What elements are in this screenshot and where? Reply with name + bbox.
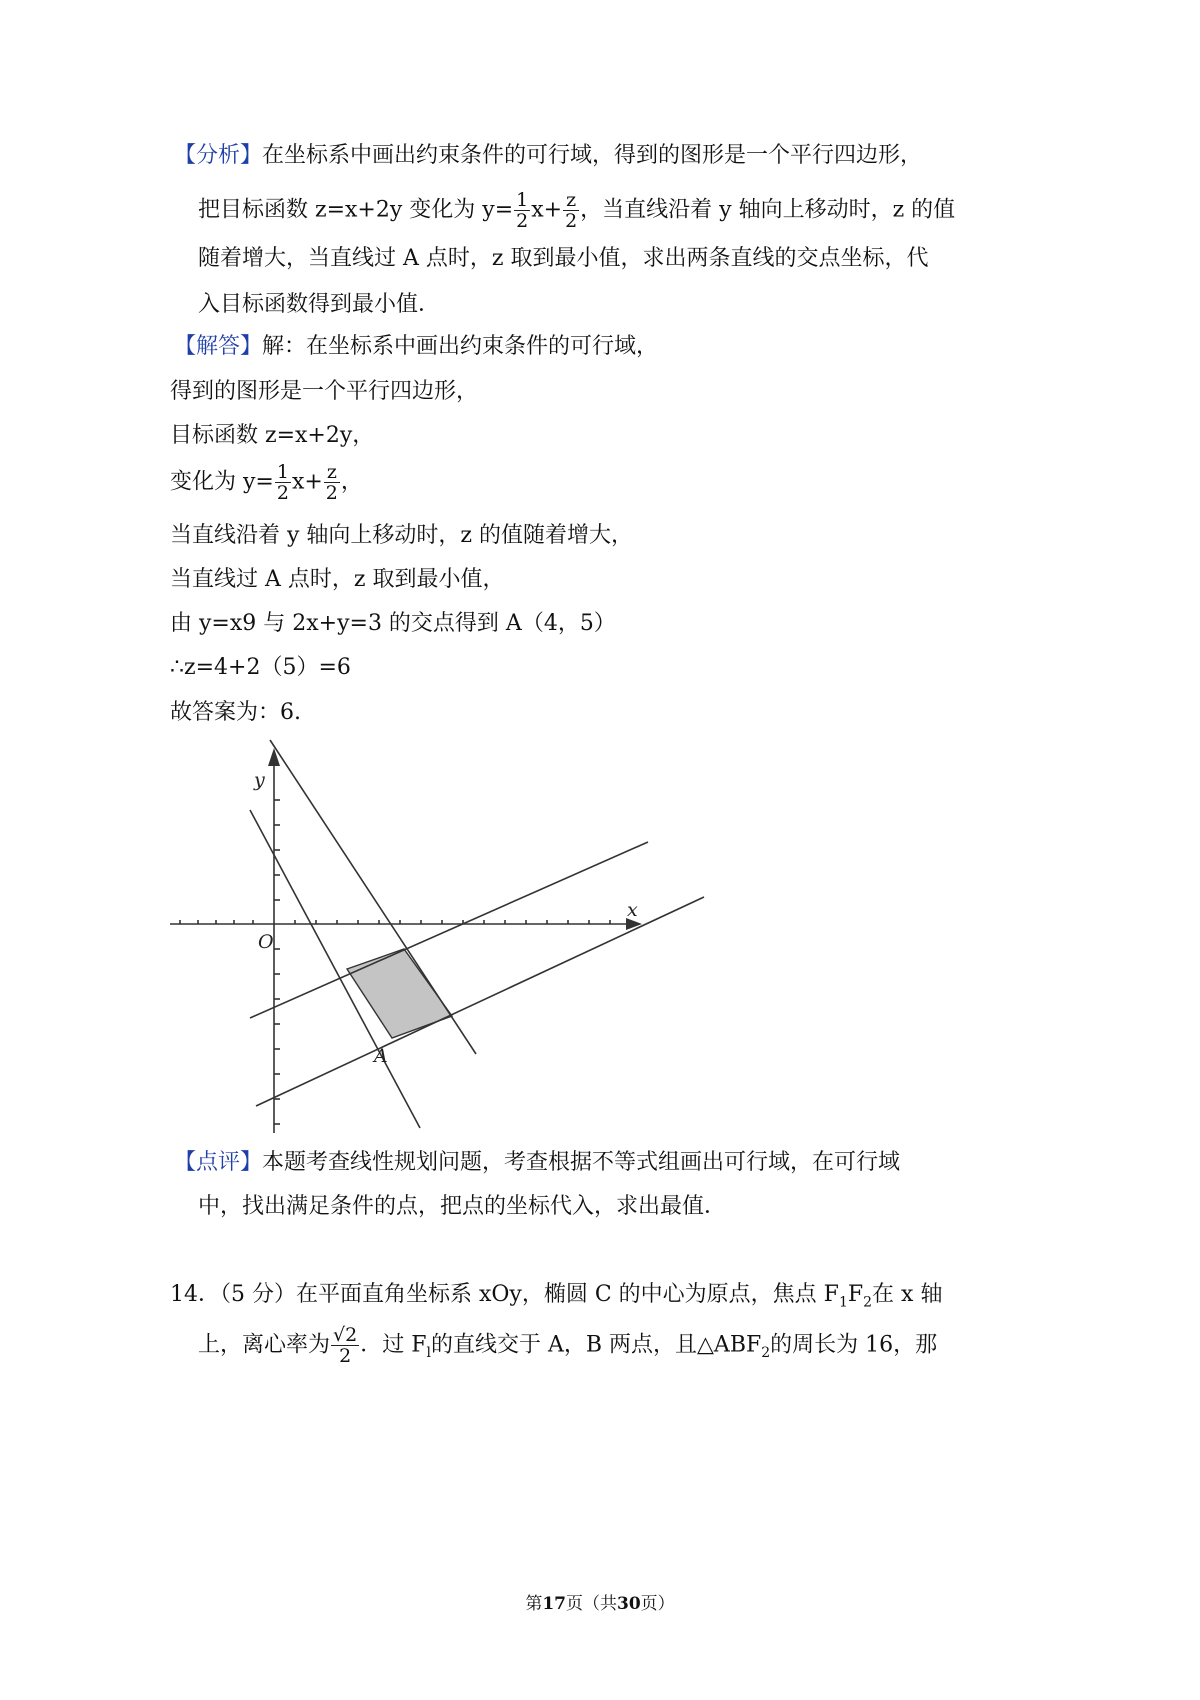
solution-text-4a: 变化为 y=: [170, 469, 274, 495]
analysis-tag: 【分析】: [174, 143, 263, 168]
analysis-line-1: [174, 141, 922, 171]
subscript: l: [426, 1344, 431, 1361]
origin-label: O: [258, 931, 274, 953]
problem-14-text-2c: 的直线交于 A，B 两点，且△ABF: [430, 1332, 762, 1358]
comment-text-1: 本题考查线性规划问题，考查根据不等式组画出可行域，在可行域: [262, 1150, 901, 1175]
y-axis-label: y: [254, 769, 265, 791]
point-a-label: A: [374, 1045, 388, 1067]
solution-line-5: 当直线沿着 y 轴向上移动时，z 的值随着增大，: [170, 523, 634, 548]
fraction-numerator: √2: [333, 1324, 358, 1346]
fraction-denominator: 2: [516, 210, 529, 232]
constraint-line-shallow-upper: [250, 842, 648, 1018]
problem-14-line-1: [170, 1280, 942, 1317]
sqrt-radicand: 2: [345, 1324, 358, 1346]
constraint-line-shallow-lower: [256, 897, 704, 1106]
fraction-numerator: 1: [276, 461, 289, 483]
subscript: 2: [761, 1344, 771, 1361]
solution-line-4: [170, 462, 363, 503]
analysis-line-3: 随着增大，当直线过 A 点时，z 取到最小值，求出两条直线的交点坐标，代: [198, 246, 929, 271]
fraction-z-half: [324, 462, 340, 503]
solution-text-4b: x+: [291, 469, 323, 495]
problem-14-text-2a: 上，离心率为: [198, 1332, 331, 1358]
fraction-z-half: [563, 190, 579, 231]
y-axis-arrow: [268, 748, 280, 766]
solution-tag: 【解答】: [174, 334, 263, 359]
analysis-text-2b: x+: [531, 197, 563, 223]
page-footer: [0, 1589, 1200, 1614]
footer-suffix: 页）: [640, 1594, 675, 1614]
fraction-one-half: [514, 190, 530, 231]
problem-14-text-1c: 在 x 轴: [872, 1282, 943, 1307]
y-axis-ticks: [274, 800, 280, 1124]
fraction-numerator: z: [324, 462, 340, 483]
problem-14-line-2: [198, 1325, 937, 1368]
solution-text-4c: ，: [340, 469, 363, 495]
problem-14-text-1a: 14．（5 分）在平面直角坐标系 xOy，椭圆 C 的中心为原点，焦点 F: [170, 1282, 839, 1307]
total-pages: 30: [617, 1594, 641, 1614]
solution-text-1: 解：在坐标系中画出约束条件的可行域，: [262, 334, 659, 359]
fraction-one-half: [275, 462, 291, 503]
solution-line-1: [174, 332, 658, 362]
problem-14-text-2d: 的周长为 16，那: [770, 1332, 938, 1358]
footer-mid: 页（共: [566, 1594, 617, 1614]
subscript: 2: [863, 1294, 873, 1311]
fraction-denominator: 2: [325, 482, 338, 504]
fraction-sqrt2-over-2: [331, 1325, 359, 1366]
feasible-region-graph: [170, 738, 730, 1138]
comment-line-2: 中，找出满足条件的点，把点的坐标代入，求出最值．: [198, 1194, 727, 1219]
fraction-numerator: z: [563, 190, 579, 211]
problem-14-text-2b: ．过 F: [360, 1332, 427, 1358]
footer-prefix: 第: [525, 1594, 543, 1614]
analysis-line-4: 入目标函数得到最小值．: [198, 292, 441, 317]
solution-line-2: 得到的图形是一个平行四边形，: [170, 379, 479, 404]
problem-14-text-1b: F: [847, 1282, 864, 1307]
analysis-text-1: 在坐标系中画出约束条件的可行域，得到的图形是一个平行四边形，: [262, 143, 923, 168]
subscript: 1: [838, 1294, 848, 1311]
solution-line-3: 目标函数 z=x+2y，: [170, 423, 375, 448]
comment-tag: 【点评】: [174, 1150, 263, 1175]
page-number: 17: [542, 1594, 566, 1614]
fraction-denominator: 2: [565, 210, 578, 232]
solution-line-7: 由 y=x9 与 2x+y=3 的交点得到 A（4，5）: [170, 611, 616, 636]
solution-line-9: 故答案为：6.: [170, 700, 301, 725]
fraction-numerator: 1: [516, 189, 529, 211]
comment-line-1: [174, 1148, 900, 1178]
analysis-text-2c: ，当直线沿着 y 轴向上移动时，z 的值: [580, 197, 956, 223]
solution-line-6: 当直线过 A 点时，z 取到最小值，: [170, 567, 505, 592]
solution-line-8: ∴z=4+2（5）=6: [170, 655, 351, 680]
analysis-line-2: [198, 190, 955, 231]
fraction-denominator: 2: [276, 482, 289, 504]
analysis-text-2a: 把目标函数 z=x+2y 变化为 y=: [198, 197, 514, 223]
x-axis-label: x: [627, 899, 638, 921]
fraction-denominator: 2: [339, 1345, 352, 1367]
